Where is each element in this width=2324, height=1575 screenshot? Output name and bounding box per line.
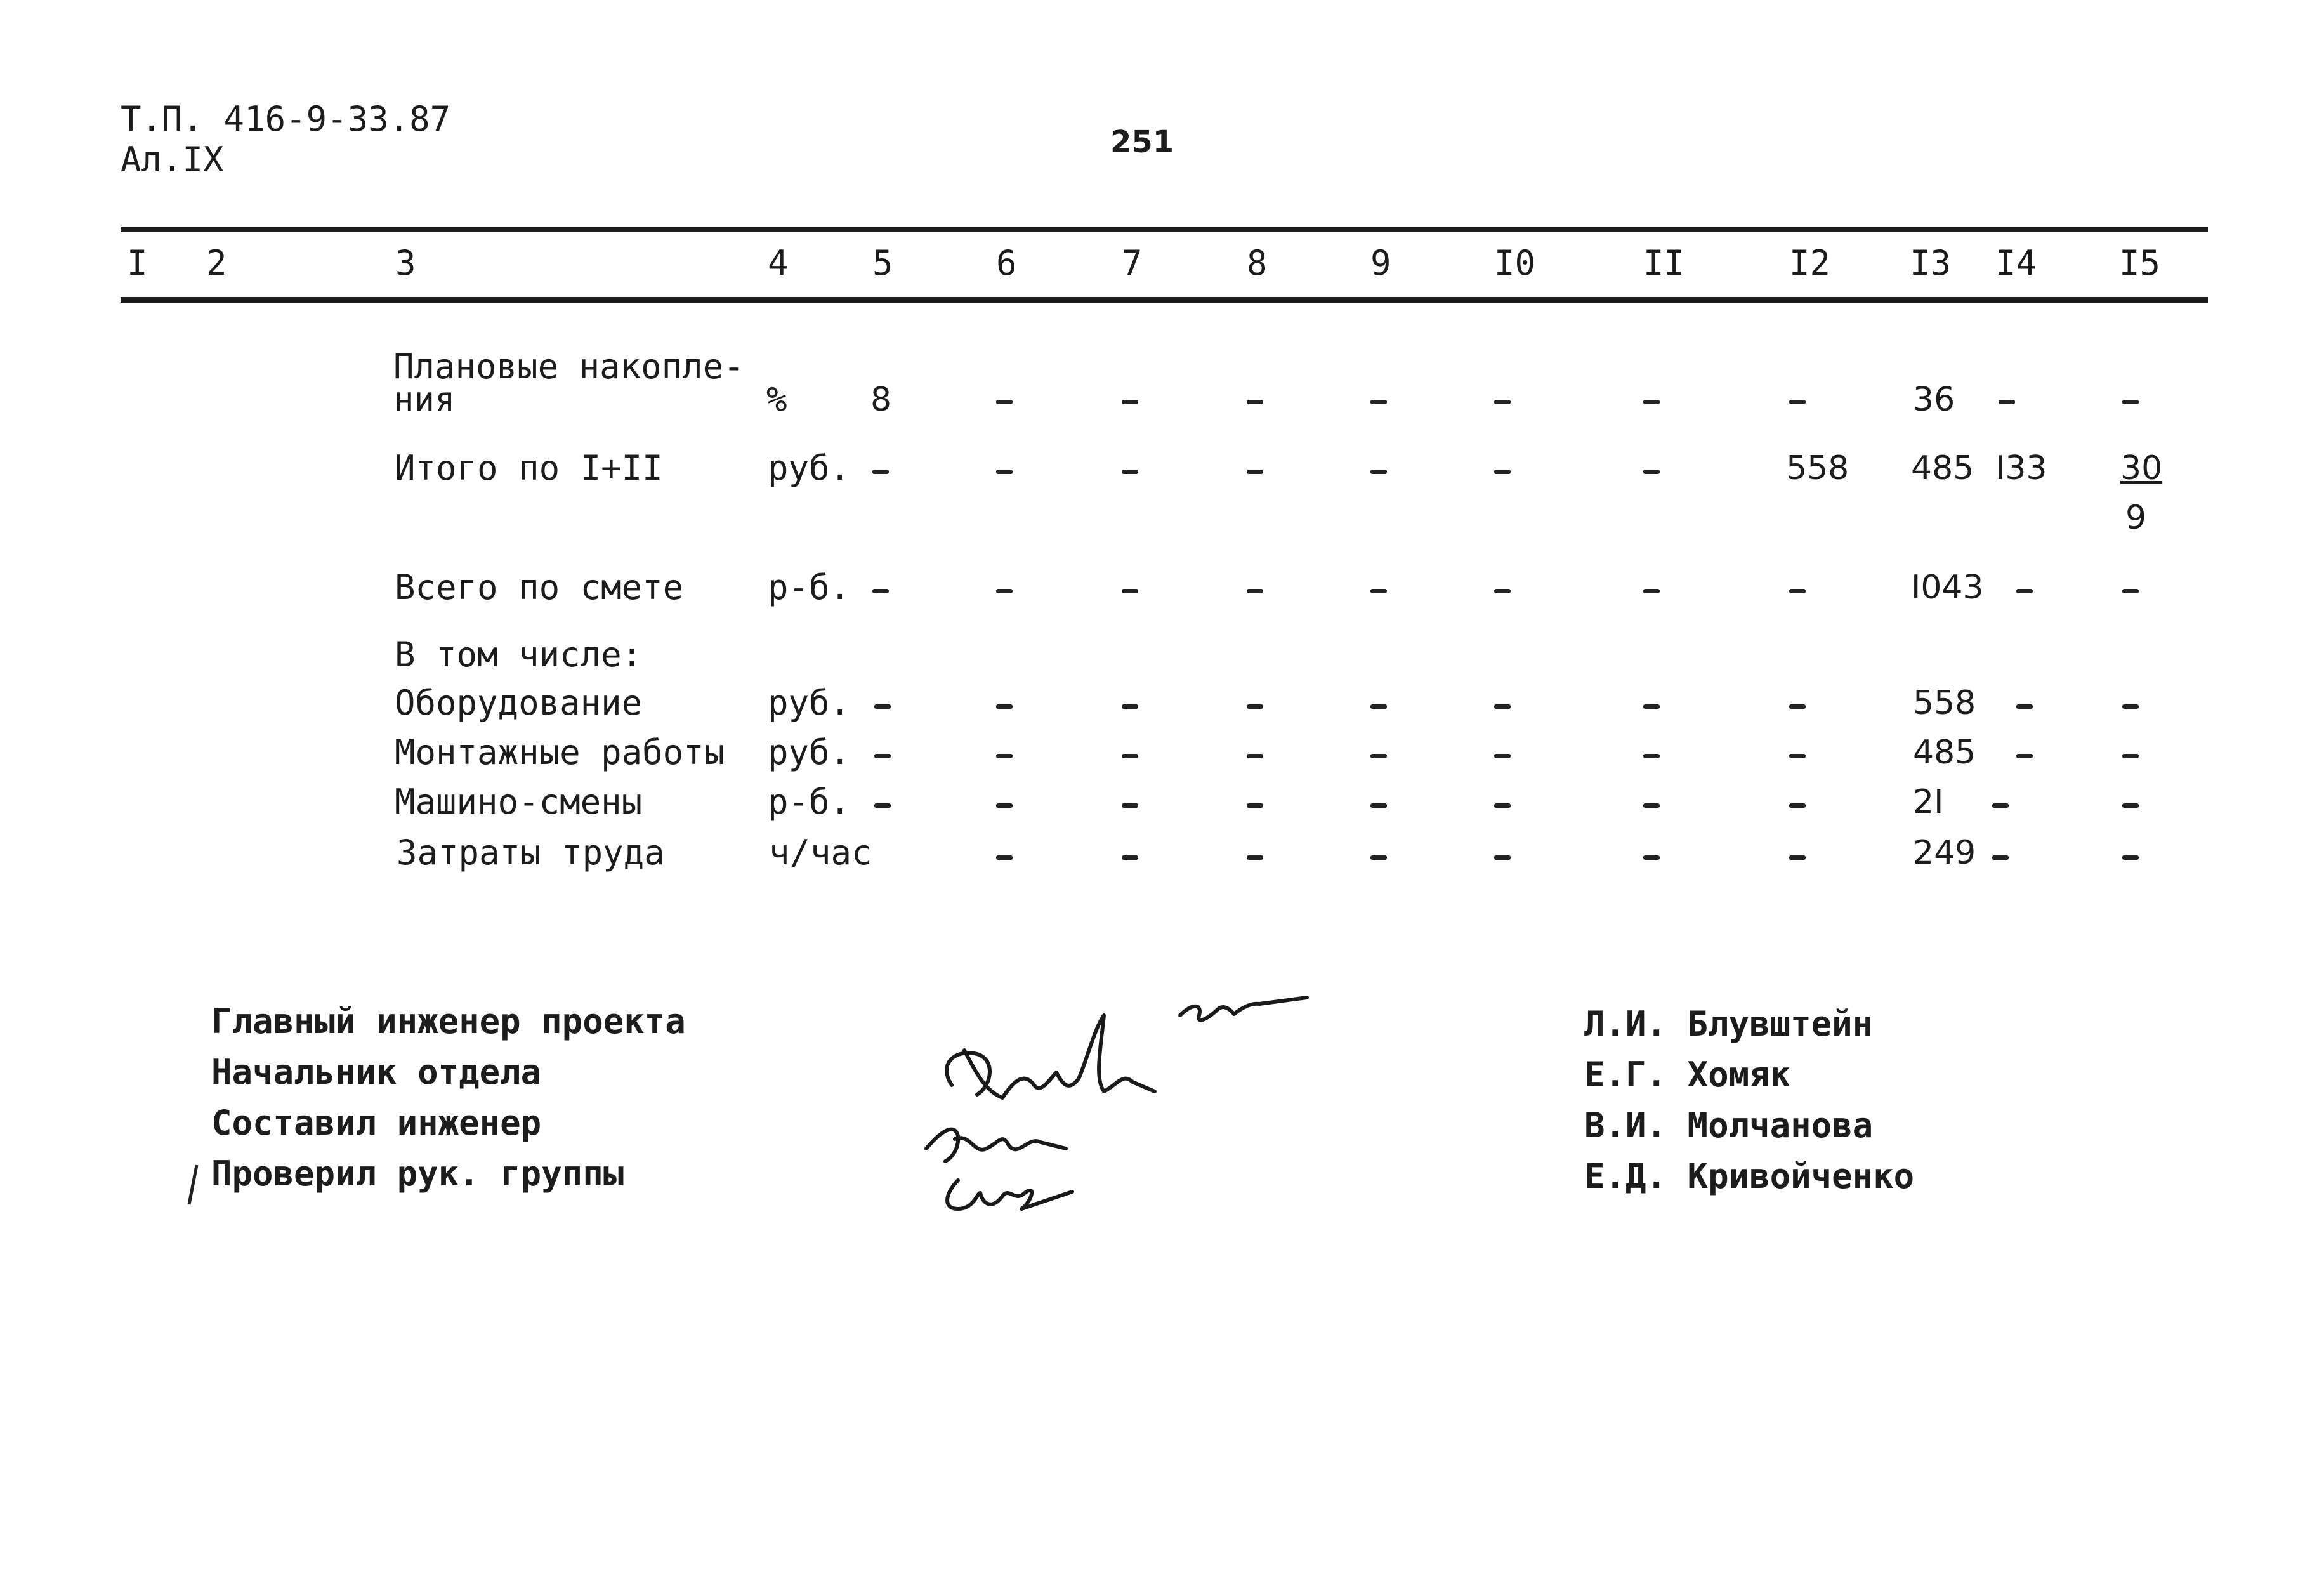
dash-cell (1789, 704, 1806, 709)
table-header-rule (121, 297, 2208, 303)
dash-cell (1494, 589, 1511, 593)
dash-cell (874, 754, 891, 758)
dash-cell (1992, 855, 2009, 860)
dash-cell (1494, 855, 1511, 860)
dash-cell (1494, 400, 1511, 404)
dash-cell (1370, 803, 1387, 808)
handwritten-signatures (914, 990, 1358, 1218)
name-department-head: Е.Г. Хомяк (1584, 1055, 1791, 1095)
col-header-12: I2 (1789, 243, 1831, 283)
dash-cell (1122, 400, 1138, 404)
row-unit: руб. (768, 683, 851, 723)
margin-stroke (185, 1163, 200, 1207)
col-header-10: I0 (1494, 243, 1536, 283)
row-unit: р-б. (768, 782, 851, 822)
dash-cell (996, 754, 1013, 758)
col-header-7: 7 (1122, 243, 1143, 283)
dash-cell (2122, 704, 2139, 709)
dash-cell (996, 470, 1013, 474)
cell-col13: 558 (1913, 684, 1976, 722)
including-label: В том числе: (395, 635, 643, 675)
dash-cell (874, 803, 891, 808)
col-header-1: I (127, 243, 148, 283)
dash-cell (1247, 803, 1263, 808)
dash-cell (1789, 589, 1806, 593)
dash-cell (1122, 803, 1138, 808)
dash-cell (1789, 803, 1806, 808)
dash-cell (2122, 400, 2139, 404)
name-checked-by: Е.Д. Кривойченко (1584, 1156, 1915, 1196)
table-top-rule (121, 227, 2208, 232)
dash-cell (996, 855, 1013, 860)
row-name: Плановые накопле- (393, 346, 744, 386)
row-unit: р-б. (768, 567, 851, 607)
col-header-13: I3 (1910, 243, 1952, 283)
dash-cell (996, 400, 1013, 404)
dash-cell (1370, 855, 1387, 860)
cell-col15-bottom: 9 (2125, 499, 2147, 537)
dash-cell (1643, 803, 1660, 808)
col-header-11: II (1643, 243, 1685, 283)
cell-col13: 485 (1913, 734, 1976, 772)
row-name: Затраты труда (397, 833, 665, 873)
dash-cell (1789, 754, 1806, 758)
col-header-3: 3 (395, 243, 416, 283)
dash-cell (1643, 855, 1660, 860)
dash-cell (1789, 855, 1806, 860)
col-header-15: I5 (2119, 243, 2161, 283)
row-name: Машино-смены (395, 782, 643, 822)
cell-col14: I33 (1995, 449, 2047, 487)
col-header-14: I4 (1995, 243, 2037, 283)
album-number: Ал.IX (121, 140, 224, 180)
dash-cell (874, 704, 891, 709)
cell-col5: 8 (870, 381, 892, 419)
name-compiled-by: В.И. Молчанова (1584, 1105, 1874, 1145)
dash-cell (1992, 803, 2009, 808)
dash-cell (1494, 754, 1511, 758)
role-checked-by: Проверил рук. группы (211, 1154, 624, 1194)
dash-cell (1643, 704, 1660, 709)
dash-cell (2016, 704, 2033, 709)
row-name: Монтажные работы (395, 732, 725, 772)
dash-cell (996, 589, 1013, 593)
dash-cell (2122, 803, 2139, 808)
dash-cell (872, 589, 889, 593)
dash-cell (1370, 589, 1387, 593)
document-code: Т.П. 416-9-33.87 (121, 99, 451, 139)
col-header-6: 6 (996, 243, 1017, 283)
row-name: Итого по I+II (395, 448, 663, 488)
dash-cell (2122, 754, 2139, 758)
dash-cell (996, 803, 1013, 808)
dash-cell (1643, 400, 1660, 404)
col-header-5: 5 (872, 243, 893, 283)
dash-cell (1122, 470, 1138, 474)
dash-cell (2122, 855, 2139, 860)
dash-cell (1370, 400, 1387, 404)
dash-cell (2016, 589, 2033, 593)
dash-cell (1789, 400, 1806, 404)
dash-cell (1247, 400, 1263, 404)
page-number: 251 (1110, 124, 1174, 160)
dash-cell (1247, 855, 1263, 860)
dash-cell (1643, 589, 1660, 593)
dash-cell (1370, 754, 1387, 758)
cell-col12: 558 (1786, 449, 1849, 487)
dash-cell (1122, 704, 1138, 709)
role-compiled-by: Составил инженер (211, 1103, 542, 1143)
dash-cell (1122, 754, 1138, 758)
col-header-2: 2 (206, 243, 227, 283)
row-name: Оборудование (395, 683, 643, 723)
cell-col13: 36 (1913, 381, 1955, 419)
cell-col13: 485 (1911, 449, 1974, 487)
dash-cell (1370, 704, 1387, 709)
cell-col13: 2I (1913, 783, 1944, 821)
cell-col15-top: 30 (2120, 449, 2163, 487)
dash-cell (1247, 754, 1263, 758)
dash-cell (1247, 704, 1263, 709)
row-unit: руб. (768, 448, 851, 488)
row-unit: руб. (768, 732, 851, 772)
dash-cell (1247, 470, 1263, 474)
dash-cell (1122, 589, 1138, 593)
name-chief-engineer: Л.И. Блувштейн (1584, 1004, 1874, 1044)
row-name: Всего по смете (395, 567, 684, 607)
col-header-9: 9 (1370, 243, 1391, 283)
dash-cell (1494, 704, 1511, 709)
col-header-8: 8 (1247, 243, 1268, 283)
dash-cell (1999, 400, 2015, 404)
dash-cell (1122, 855, 1138, 860)
dash-cell (872, 470, 889, 474)
dash-cell (1494, 803, 1511, 808)
cell-col13: I043 (1911, 569, 1984, 607)
role-department-head: Начальник отдела (211, 1052, 542, 1092)
role-chief-engineer: Главный инженер проекта (211, 1001, 686, 1041)
dash-cell (1643, 754, 1660, 758)
row-name-cont: ния (393, 379, 456, 419)
dash-cell (1494, 470, 1511, 474)
dash-cell (1247, 589, 1263, 593)
cell-col13: 249 (1913, 834, 1976, 872)
dash-cell (1643, 470, 1660, 474)
dash-cell (996, 704, 1013, 709)
row-unit: % (766, 379, 787, 419)
row-unit: ч/час (769, 833, 872, 873)
dash-cell (2122, 589, 2139, 593)
col-header-4: 4 (768, 243, 789, 283)
dash-cell (1370, 470, 1387, 474)
dash-cell (2016, 754, 2033, 758)
